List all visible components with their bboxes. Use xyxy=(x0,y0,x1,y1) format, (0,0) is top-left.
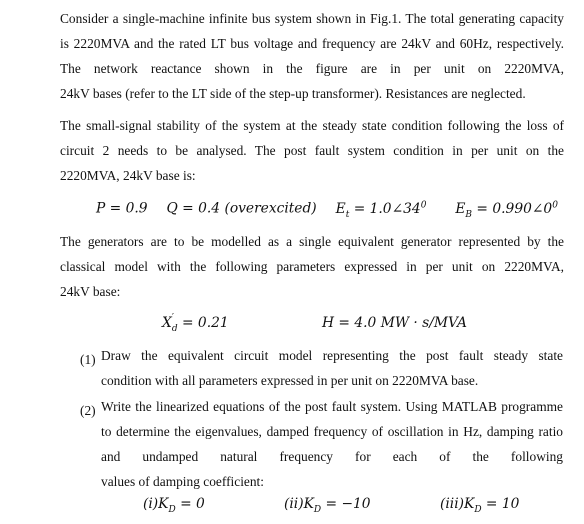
equation-xd: X ′ $_d$ = 0.21 xyxy=(162,313,229,334)
equation-eb: $E_B$ = $0.990\angle 0^0$ xyxy=(455,200,558,220)
equation-damping-ii: $(ii)K_D = -10$ xyxy=(284,496,371,515)
text-line: capacity is 2220MVA and the rated LT bus voltage and frequency are 24kV and 60Hz, xyxy=(60,11,564,51)
equation-p: P = 0.9 xyxy=(96,200,148,217)
equation-operating-point xyxy=(96,200,558,219)
equation-inertia: H = 4.0 MW · s/MVA xyxy=(322,315,468,331)
equation-damping-iii: $(iii)K_D = 10$ xyxy=(440,496,520,515)
text-line: of circuit 2 needs to be analysed. The post fault system condition in per unit on the xyxy=(60,118,564,158)
text-line: Draw the equivalent circuit model representing the post fault steady state xyxy=(101,348,563,363)
question-2-text xyxy=(101,394,563,494)
text-line: 2220MVA, 24kV base is: xyxy=(60,168,196,183)
question-number: (1) xyxy=(80,352,96,367)
text-line: Hz, damping ratio and undamped natural frequency for each of the following xyxy=(101,424,564,464)
text-line: 24kV base: xyxy=(60,284,121,299)
text-line: Write the linearized equations of the post fault system. Using MATLAB xyxy=(101,399,497,414)
equation-damping-i: $(i)K_D = 0$ xyxy=(143,496,205,515)
paragraph-stability-study xyxy=(60,113,564,188)
text-line: condition with all parameters expressed in per unit on 2220MVA base. xyxy=(101,373,479,388)
text-line: 24kV bases (refer to the LT side of the step-up transformer). Resistances are neglected. xyxy=(60,86,526,101)
paragraph-generator-model xyxy=(60,229,564,304)
text-line: programme to determine the eigenvalues, damped frequency of oscillation in xyxy=(101,399,563,439)
question-1-text xyxy=(101,343,563,393)
equation-q: Q = 0.4 (overexcited) xyxy=(166,200,317,217)
text-line: values of damping coefficient: xyxy=(101,474,264,489)
paragraph-system-description xyxy=(60,6,564,106)
text-line: Consider a single-machine infinite bus system shown in Fig.1. The total generating xyxy=(60,11,516,26)
text-line: respectively. The network reactance shown in the figure are in per unit on 2220MVA, xyxy=(60,36,564,76)
question-number: (2) xyxy=(80,403,96,418)
text-line: The generators are to be modelled as a single equivalent generator represented by the xyxy=(60,234,564,249)
equation-et: $E_t$ = $1.0\angle 34^0$ xyxy=(335,200,427,220)
text-line: classical model with the following parameters expressed in per unit on 2220MVA, xyxy=(60,259,564,274)
text-line: The small-signal stability of the system at the steady state condition following the loss xyxy=(60,118,548,133)
